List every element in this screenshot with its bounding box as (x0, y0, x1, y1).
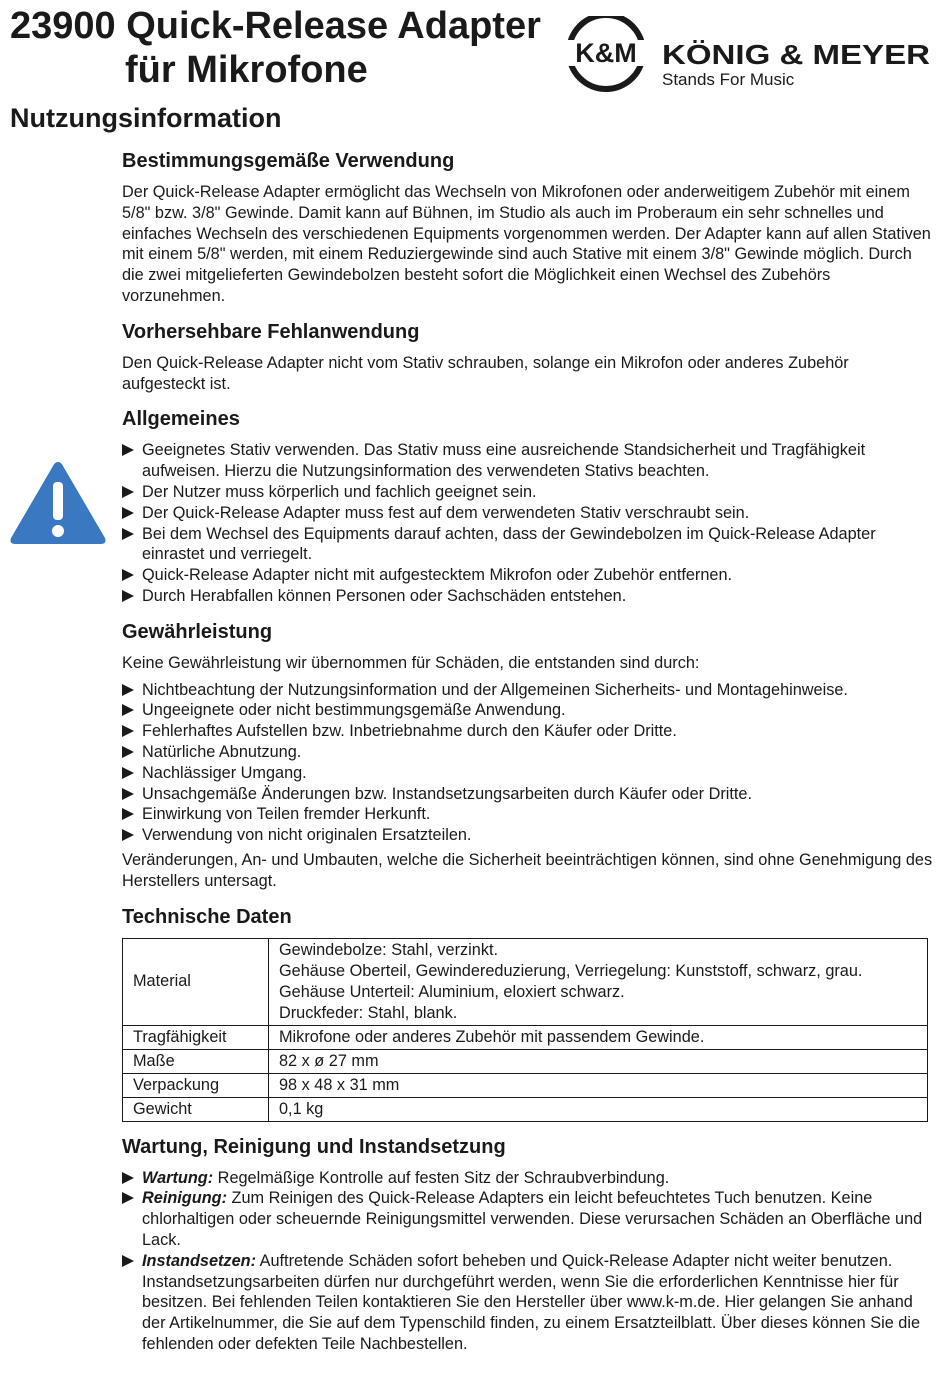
list-item-text: Quick-Release Adapter nicht mit aufgestecktem Mikrofon oder Zubehör entfernen. (142, 566, 733, 585)
section-gewaehrleistung (122, 619, 934, 892)
triangle-bullet-icon (122, 788, 134, 800)
triangle-bullet-icon (122, 528, 134, 540)
list-item-text: Nachlässiger Umgang. (142, 763, 307, 782)
table-cell-value: Mikrofone oder anderes Zubehör mit passendem Gewinde. (269, 1025, 928, 1049)
triangle-bullet-icon (122, 725, 134, 737)
logo-abbr: K&M (575, 38, 637, 68)
material-line: Gewindebolze: Stahl, verzinkt. (279, 940, 499, 959)
section-fehlanwendung (122, 319, 934, 395)
list-item (122, 721, 934, 742)
triangle-bullet-icon (122, 746, 134, 758)
list-item (122, 1168, 934, 1189)
table-cell-label: Verpackung (123, 1073, 269, 1097)
triangle-bullet-icon (122, 1172, 134, 1184)
list-item-text: Der Quick-Release Adapter muss fest auf dem verwendeten Stativ verschraubt sein. (142, 503, 750, 522)
table-row (123, 1049, 928, 1073)
item-label: Instandsetzen: (142, 1251, 256, 1270)
item-text: Regelmäßige Kontrolle auf festen Sitz der Schraubverbindung. (213, 1168, 670, 1187)
table-row (123, 1097, 928, 1121)
section-technische-daten (122, 904, 934, 1122)
list-item-text: Durch Herabfallen können Personen oder Sachschäden entstehen. (142, 586, 627, 605)
list-item (122, 440, 934, 482)
text-gewaehr-outro: Veränderungen, An- und Umbauten, welche die Sicherheit beeinträchtigen können, sind ohne Genehmigung des Herstellers untersagt. (122, 850, 933, 890)
list-item (122, 586, 934, 607)
triangle-bullet-icon (122, 486, 134, 498)
triangle-bullet-icon (122, 684, 134, 696)
item-text: Auftretende Schäden sofort beheben und Quick-Release Adapter nicht weiter benutzen. Instandsetzungsarbeiten dürfen nur durchgeführt werden, wenn Sie die erforderlichen Kenntnisse hier für besitzen. Bei fehlenden Teilen kontaktieren Sie den Hersteller über www.k-m.de. Hier gelangen Sie anhand der Artikelnummer, die Sie auf dem Typenschild finden, zu einem Ersatzteilblatt. Über dieses können Sie die fehlenden oder defekten Teile Nachbestellen. (142, 1251, 921, 1353)
material-line: Gehäuse Unterteil: Aluminium, eloxiert schwarz. (279, 982, 625, 1001)
list-item (122, 825, 934, 846)
triangle-bullet-icon (122, 590, 134, 602)
list-item (122, 565, 934, 586)
list-item (122, 700, 934, 721)
heading-wartung: Wartung, Reinigung und Instandsetzung (122, 1135, 506, 1158)
triangle-bullet-icon (122, 704, 134, 716)
table-cell-label: Gewicht (123, 1097, 269, 1121)
list-item-text: Nichtbeachtung der Nutzungsinformation und der Allgemeinen Sicherheits- und Montagehinweise. (142, 680, 848, 699)
logo-tagline: Stands For Music (662, 70, 795, 89)
list-wartung (122, 1168, 934, 1355)
km-logo (564, 16, 934, 96)
triangle-bullet-icon (122, 507, 134, 519)
list-item (122, 1251, 934, 1355)
table-cell-value: 82 x ø 27 mm (269, 1049, 928, 1073)
list-item-text: Verwendung von nicht originalen Ersatzteilen. (142, 826, 472, 845)
list-item (122, 1188, 934, 1250)
table-cell-label: Tragfähigkeit (123, 1025, 269, 1049)
heading-fehlanwendung: Vorhersehbare Fehlanwendung (122, 320, 420, 343)
item-text: Zum Reinigen des Quick-Release Adapters ein leicht befeuchtetes Tuch benutzen. Keine chlorhaltigen oder scheuernde Reinigungsmittel verwenden. Diese verursachen Schäden an Oberfläche und Lack. (142, 1189, 923, 1249)
list-item-text: Einwirkung von Teilen fremder Herkunft. (142, 805, 431, 824)
table-row (123, 938, 928, 1025)
list-item (122, 763, 934, 784)
triangle-bullet-icon (122, 808, 134, 820)
table-cell-label: Maße (123, 1049, 269, 1073)
table-cell-value: 98 x 48 x 31 mm (269, 1073, 928, 1097)
text-gewaehr-intro: Keine Gewährleistung wir übernommen für Schäden, die entstanden sind durch: (122, 653, 700, 672)
triangle-bullet-icon (122, 767, 134, 779)
list-item (122, 524, 934, 566)
section-wartung (122, 1134, 934, 1355)
table-row (123, 1073, 928, 1097)
list-item (122, 503, 934, 524)
item-label: Reinigung: (142, 1189, 228, 1208)
text-fehlanwendung: Den Quick-Release Adapter nicht vom Stativ schrauben, solange ein Mikrofon oder anderes Zubehör aufgesteckt ist. (122, 353, 849, 393)
list-item-text: Der Nutzer muss körperlich und fachlich geeignet sein. (142, 482, 537, 501)
list-gewaehrleistung (122, 680, 934, 846)
section-bestimmung (122, 148, 934, 307)
item-label: Wartung: (142, 1168, 214, 1187)
heading-gewaehrleistung: Gewährleistung (122, 620, 273, 643)
table-cell-value (269, 938, 928, 1025)
content (122, 148, 934, 1367)
heading-allgemeines: Allgemeines (122, 408, 240, 431)
list-allgemeines (122, 440, 934, 606)
list-item (122, 482, 934, 503)
list-item-text: Fehlerhaftes Aufstellen bzw. Inbetriebnahme durch den Käufer oder Dritte. (142, 722, 677, 741)
list-item-text: Natürliche Abnutzung. (142, 742, 302, 761)
triangle-bullet-icon (122, 569, 134, 581)
material-line: Druckfeder: Stahl, blank. (279, 1003, 458, 1022)
list-item (122, 784, 934, 805)
material-line: Gehäuse Oberteil, Gewindereduzierung, Verriegelung: Kunststoff, schwarz, grau. (279, 961, 863, 980)
section-allgemeines (122, 406, 934, 606)
heading-bestimmung: Bestimmungsgemäße Verwendung (122, 150, 455, 172)
tech-data-table (122, 938, 928, 1122)
list-item (122, 742, 934, 763)
table-row (123, 1025, 928, 1049)
triangle-bullet-icon (122, 1192, 134, 1204)
title-line-1: 23900 Quick-Release Adapter (10, 5, 541, 47)
table-cell-value: 0,1 kg (269, 1097, 928, 1121)
list-item (122, 680, 934, 701)
list-item-text: Ungeeignete oder nicht bestimmungsgemäße Anwendung. (142, 701, 566, 720)
heading-technische-daten: Technische Daten (122, 905, 292, 928)
title-line-2: für Mikrofone (125, 49, 368, 91)
section-title: Nutzungsinformation (10, 103, 282, 133)
table-cell-label: Material (123, 938, 269, 1025)
list-item-text: Unsachgemäße Änderungen bzw. Instandsetzungsarbeiten durch Käufer oder Dritte. (142, 784, 753, 803)
triangle-bullet-icon (122, 1255, 134, 1267)
warning-triangle-icon (8, 458, 108, 548)
triangle-bullet-icon (122, 829, 134, 841)
logo-brand-name: KÖNIG & MEYER (662, 39, 930, 70)
list-item-text: Bei dem Wechsel des Equipments darauf achten, dass der Gewindebolzen im Quick-Release Adapter einrastet und verriegelt. (142, 524, 876, 564)
list-item (122, 804, 934, 825)
triangle-bullet-icon (122, 444, 134, 456)
text-bestimmung: Der Quick-Release Adapter ermöglicht das Wechseln von Mikrofonen oder anderweitigem Zubehör mit einem 5/8" bzw. 3/8" Gewinde. Damit kann auf Bühnen, im Studio als auch im Proberaum ein sehr schnelles und einfaches Wechseln des verschiedenen Equipments vorgenommen werden. Der Adapter kann auf allen Stativen mit einem 5/8" werden, mit einem Reduziergewinde sind auch Stative mit einem 3/8" Gewinde möglich. Durch die zwei mitgelieferten Gewindebolzen besteht sofort die Möglichkeit einen Wechsel des Zubehörs vorzunehmen. (122, 183, 931, 305)
list-item-text: Geeignetes Stativ verwenden. Das Stativ muss eine ausreichende Standsicherheit und Tragfähigkeit aufweisen. Hierzu die Nutzungsinformation des verwendeten Stativs beachten. (142, 441, 866, 481)
document-title (10, 4, 541, 92)
